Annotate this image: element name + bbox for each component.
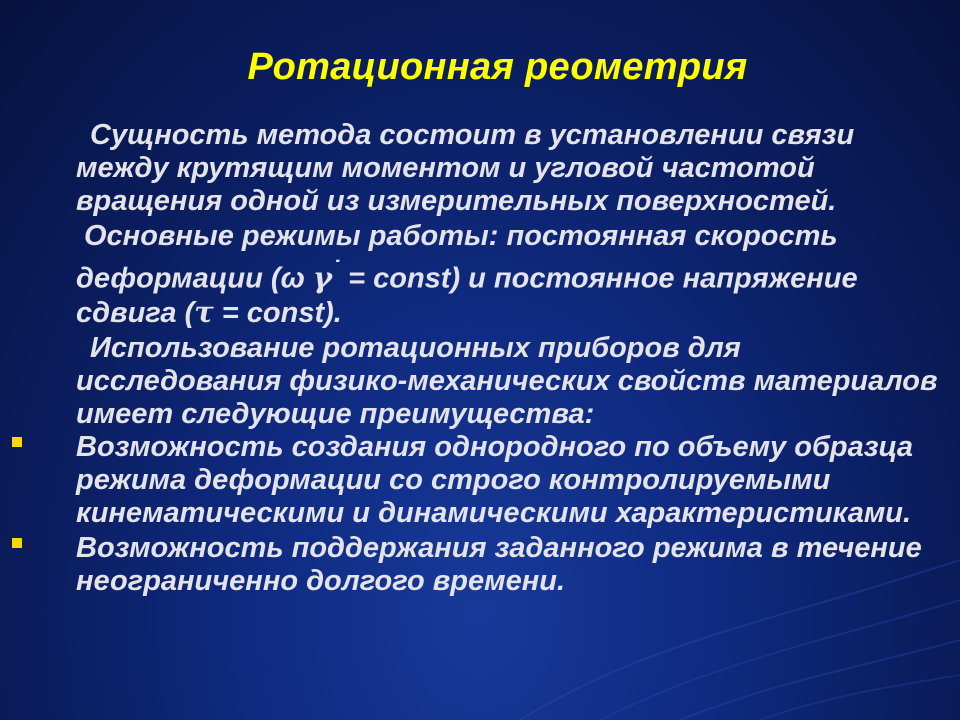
- square-bullet-icon: [12, 437, 22, 447]
- modes-text-part3: = const).: [213, 296, 342, 329]
- bullet-text: Возможность поддержания заданного режима в течение неограниченно долгого времени.: [76, 531, 922, 597]
- bullet-item-long-duration: [76, 532, 946, 598]
- tau-symbol: τ: [194, 294, 214, 329]
- paragraph-method-essence: Сущность метода состоит в установлении связи между крутящим моментом и угловой частотой вращения одной из измерительных поверхностей.: [76, 119, 855, 217]
- dot-symbol: ˙: [332, 256, 341, 283]
- modes-text-part1: Основные режимы работы: постоянная скорость деформации (ω: [76, 220, 838, 295]
- paragraph-operating-modes: [76, 220, 946, 330]
- modes-text-part2: = const) и постоянное напряжение сдвига (: [76, 262, 858, 329]
- square-bullet-icon: [12, 538, 22, 548]
- paragraph-advantages-intro: Использование ротационных приборов для исследования физико-механических свойств материалов имеет следующие преимущества:: [76, 331, 938, 430]
- bullet-item-uniform-deformation: [76, 431, 946, 530]
- gamma-symbol: γ: [312, 260, 332, 295]
- slide-title: Ротационная реометрия: [247, 46, 748, 88]
- bullet-text: Возможность создания однородного по объему образца режима деформации со строго контролируемыми кинематическими и динамическими характеристиками.: [76, 430, 914, 529]
- slide-body: [76, 119, 946, 598]
